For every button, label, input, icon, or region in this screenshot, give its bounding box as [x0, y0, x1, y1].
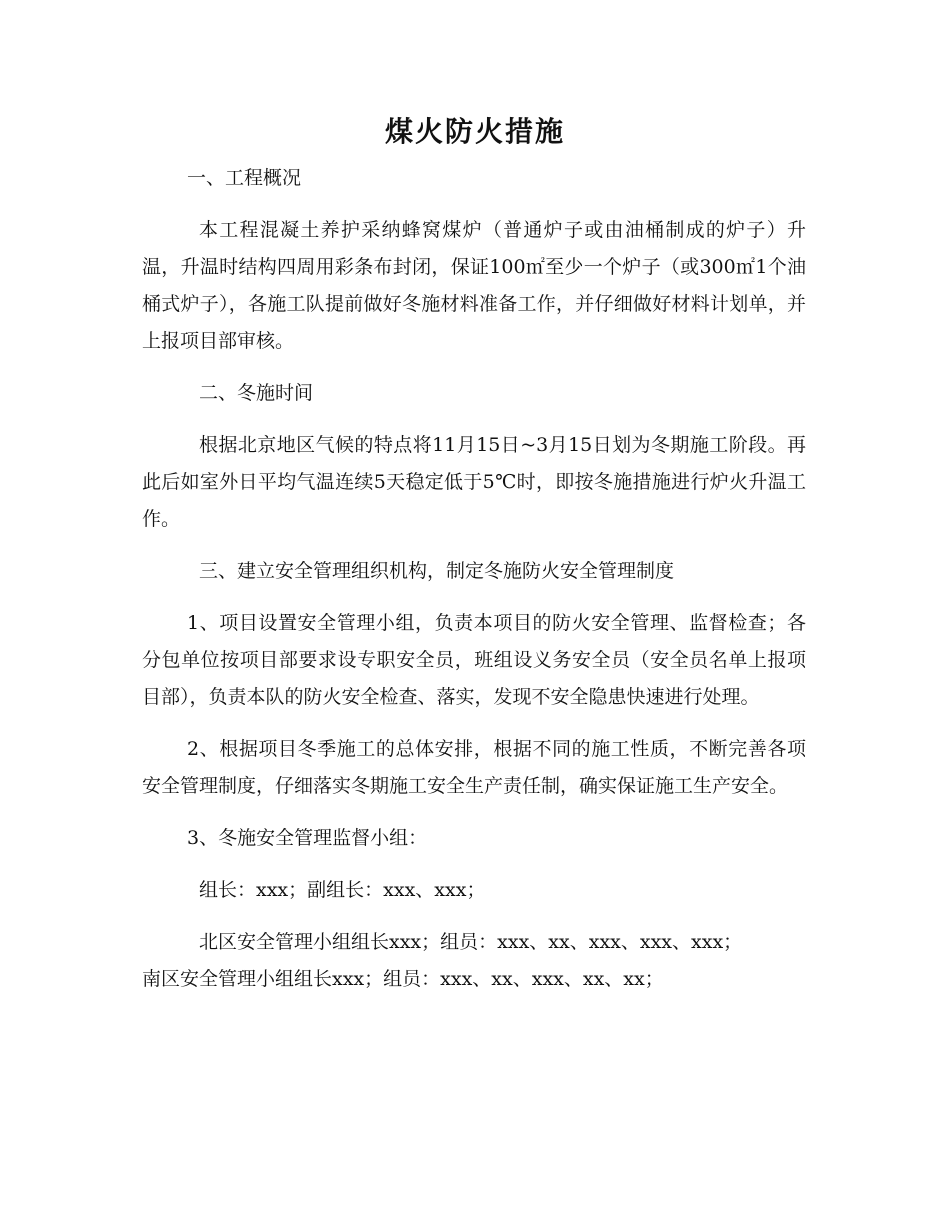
section-1-heading: 一、工程概况: [187, 167, 302, 189]
north-group-line: 北区安全管理小组组长xxx；组员：xxx、xx、xxx、xxx、xxx；: [199, 931, 743, 953]
section-3-item-1: 1、项目设置安全管理小组，负责本项目的防火安全管理、监督检查；各分包单位按项目部要求设专职安全员，班组设义务安全员（安全员名单上报项目部），负责本队的防火安全检查、落实，发现不安全隐患快速进行处理。: [142, 612, 806, 708]
section-3-item-3: 3、冬施安全管理监督小组：: [187, 827, 428, 849]
south-group-line: 南区安全管理小组组长xxx；组员：xxx、xx、xxx、xx、xx；: [142, 968, 664, 990]
section-2-paragraph: 根据北京地区气候的特点将11月15日~3月15日划为冬期施工阶段。再此后如室外日平均气温连续5天稳定低于5℃时，即按冬施措施进行炉火升温工作。: [142, 434, 806, 530]
section-3-item-2: 2、根据项目冬季施工的总体安排，根据不同的施工性质，不断完善各项安全管理制度，仔细落实冬期施工安全生产责任制，确实保证施工生产安全。: [142, 738, 806, 797]
document-body: [142, 160, 806, 998]
section-2-heading: 二、冬施时间: [199, 382, 314, 404]
section-3-heading: 三、建立安全管理组织机构，制定冬施防火安全管理制度: [199, 560, 675, 582]
leaders-line: 组长：xxx；副组长：xxx、xxx；: [199, 879, 486, 901]
section-1-paragraph: 本工程混凝土养护采纳蜂窝煤炉（普通炉子或由油桶制成的炉子）升温，升温时结构四周用彩条布封闭，保证100㎡至少一个炉子（或300㎡1个油桶式炉子），各施工队提前做好冬施材料准备工作，并仔细做好材料计划单，并上报项目部审核。: [142, 219, 806, 352]
document-title: 煤火防火措施: [384, 115, 565, 148]
